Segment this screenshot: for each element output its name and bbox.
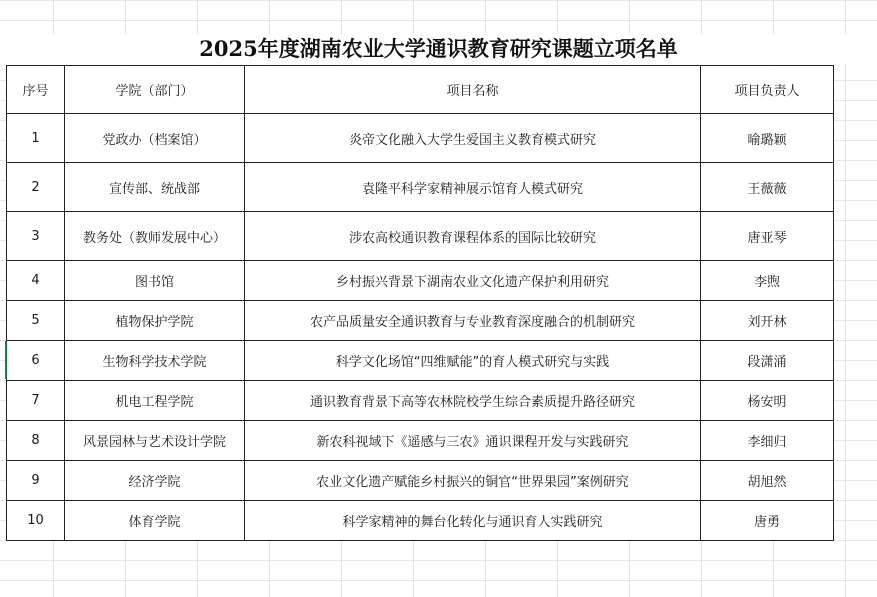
cell-project[interactable]: 科学文化场馆“四维赋能”的育人模式研究与实践 [245, 341, 701, 381]
cell-leader[interactable]: 段潇涌 [701, 341, 834, 381]
cell-leader[interactable]: 唐亚琴 [701, 212, 834, 261]
cell-college[interactable]: 经济学院 [65, 461, 245, 501]
header-project[interactable]: 项目名称 [245, 66, 701, 114]
cell-college[interactable]: 图书馆 [65, 261, 245, 301]
page-title[interactable]: 2025年度湖南农业大学通识教育研究课题立项名单 [0, 34, 877, 64]
cell-college[interactable]: 教务处（教师发展中心） [65, 212, 245, 261]
cell-index[interactable]: 8 [7, 421, 65, 461]
cell-project[interactable]: 通识教育背景下高等农林院校学生综合素质提升路径研究 [245, 381, 701, 421]
table-row [7, 212, 834, 261]
cell-leader[interactable]: 刘开林 [701, 301, 834, 341]
cell-college[interactable]: 风景园林与艺术设计学院 [65, 421, 245, 461]
cell-leader[interactable]: 王薇薇 [701, 163, 834, 212]
header-index[interactable]: 序号 [7, 66, 65, 114]
table-row [7, 461, 834, 501]
cell-index[interactable]: 10 [7, 501, 65, 541]
cell-leader[interactable]: 杨安明 [701, 381, 834, 421]
cell-index[interactable]: 9 [7, 461, 65, 501]
cell-leader[interactable]: 唐勇 [701, 501, 834, 541]
cell-college[interactable]: 体育学院 [65, 501, 245, 541]
cell-college[interactable]: 党政办（档案馆） [65, 114, 245, 163]
cell-index[interactable]: 2 [7, 163, 65, 212]
table-row [7, 421, 834, 461]
cell-project[interactable]: 农产品质量安全通识教育与专业教育深度融合的机制研究 [245, 301, 701, 341]
cell-index[interactable]: 7 [7, 381, 65, 421]
cell-leader[interactable]: 喻璐颖 [701, 114, 834, 163]
table-row [7, 381, 834, 421]
header-college[interactable]: 学院（部门） [65, 66, 245, 114]
cell-leader[interactable]: 李细归 [701, 421, 834, 461]
cell-index[interactable]: 6 [7, 341, 65, 381]
cell-project[interactable]: 乡村振兴背景下湖南农业文化遗产保护利用研究 [245, 261, 701, 301]
table-row [7, 163, 834, 212]
table-row [7, 114, 834, 163]
header-row [7, 66, 834, 114]
cell-college[interactable]: 宣传部、统战部 [65, 163, 245, 212]
cell-leader[interactable]: 李煦 [701, 261, 834, 301]
cell-leader[interactable]: 胡旭然 [701, 461, 834, 501]
table-row [7, 501, 834, 541]
active-row-indicator [5, 341, 7, 379]
cell-index[interactable]: 3 [7, 212, 65, 261]
cell-project[interactable]: 科学家精神的舞台化转化与通识育人实践研究 [245, 501, 701, 541]
cell-college[interactable]: 植物保护学院 [65, 301, 245, 341]
cell-college[interactable]: 机电工程学院 [65, 381, 245, 421]
header-leader[interactable]: 项目负责人 [701, 66, 834, 114]
cell-project[interactable]: 新农科视域下《遥感与三农》通识课程开发与实践研究 [245, 421, 701, 461]
table-row [7, 301, 834, 341]
cell-project[interactable]: 炎帝文化融入大学生爱国主义教育模式研究 [245, 114, 701, 163]
cell-project[interactable]: 袁隆平科学家精神展示馆育人模式研究 [245, 163, 701, 212]
table-row [7, 261, 834, 301]
cell-index[interactable]: 1 [7, 114, 65, 163]
table-row [7, 341, 834, 381]
cell-project[interactable]: 农业文化遗产赋能乡村振兴的铜官“世界果园”案例研究 [245, 461, 701, 501]
cell-index[interactable]: 4 [7, 261, 65, 301]
cell-project[interactable]: 涉农高校通识教育课程体系的国际比较研究 [245, 212, 701, 261]
cell-college[interactable]: 生物科学技术学院 [65, 341, 245, 381]
project-table [6, 65, 834, 541]
empty-sheet-area[interactable] [0, 542, 877, 597]
cell-index[interactable]: 5 [7, 301, 65, 341]
